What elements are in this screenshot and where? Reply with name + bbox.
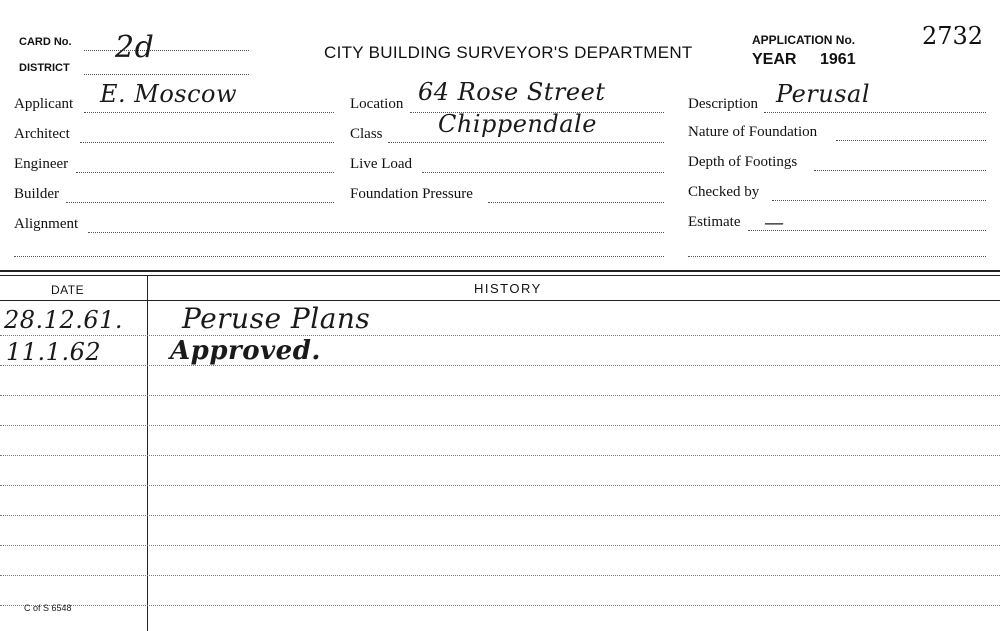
builder-line <box>66 202 334 203</box>
applicant-value: E. Moscow <box>100 80 238 108</box>
card-no-value: 2d <box>115 30 155 65</box>
depth-of-footings-label: Depth of Footings <box>688 154 798 170</box>
date-column-divider <box>147 276 148 631</box>
estimate-label: Estimate <box>688 214 741 230</box>
engineer-line <box>76 172 334 173</box>
history-line <box>0 605 1000 606</box>
history-line <box>0 575 1000 576</box>
live-load-label: Live Load <box>350 156 413 172</box>
nature-of-foundation-label: Nature of Foundation <box>688 124 818 140</box>
history-line <box>0 335 1000 336</box>
checked-by-label: Checked by <box>688 184 760 200</box>
location-label: Location <box>350 96 404 112</box>
history-row-2-entry: Approved. <box>170 336 321 366</box>
history-row-2-date: 11.1.62 <box>6 338 102 366</box>
year-label: YEAR <box>752 51 797 68</box>
architect-label: Architect <box>14 126 70 142</box>
alignment-line <box>88 232 664 233</box>
history-line <box>0 545 1000 546</box>
table-header-rule <box>0 300 1000 301</box>
description-value: Perusal <box>776 80 871 108</box>
estimate-value: — <box>764 210 785 234</box>
district-label: DISTRICT <box>19 62 70 74</box>
history-line <box>0 455 1000 456</box>
history-row-1-entry: Peruse Plans <box>182 302 371 335</box>
location-value: 64 Rose Street <box>418 78 606 106</box>
card-no-label: CARD No. <box>19 36 72 48</box>
history-line <box>0 395 1000 396</box>
history-column-header: HISTORY <box>474 281 542 296</box>
alignment-label: Alignment <box>14 216 79 232</box>
application-label: APPLICATION No. <box>752 33 856 47</box>
form-code: C of S 6548 <box>24 603 72 613</box>
class-value: Chippendale <box>438 110 597 138</box>
history-line <box>0 425 1000 426</box>
application-number: 2732 <box>922 22 984 50</box>
section-divider-top <box>0 270 1000 272</box>
description-line <box>764 112 986 113</box>
class-line <box>388 142 664 143</box>
description-label: Description <box>688 96 758 112</box>
depth-of-footings-line <box>814 170 986 171</box>
foundation-pressure-line <box>488 202 664 203</box>
year-value: 1961 <box>820 51 856 68</box>
applicant-line <box>84 112 334 113</box>
card-no-line <box>84 50 249 51</box>
applicant-label: Applicant <box>14 96 74 112</box>
engineer-label: Engineer <box>14 156 69 172</box>
section-divider-bottom <box>0 275 1000 276</box>
architect-line <box>80 142 334 143</box>
checked-by-line <box>772 200 986 201</box>
district-line <box>84 74 249 75</box>
history-line <box>0 515 1000 516</box>
estimate-line-2 <box>688 256 986 257</box>
department-title: CITY BUILDING SURVEYOR'S DEPARTMENT <box>324 43 693 62</box>
foundation-pressure-label: Foundation Pressure <box>350 186 473 202</box>
nature-of-foundation-line <box>836 140 986 141</box>
live-load-line <box>422 172 664 173</box>
history-row-1-date: 28.12.61. <box>4 306 124 334</box>
history-line <box>0 485 1000 486</box>
class-label: Class <box>350 126 383 142</box>
history-line <box>0 365 1000 366</box>
date-column-header: DATE <box>51 283 85 297</box>
alignment-line-2 <box>14 256 664 257</box>
builder-label: Builder <box>14 186 59 202</box>
